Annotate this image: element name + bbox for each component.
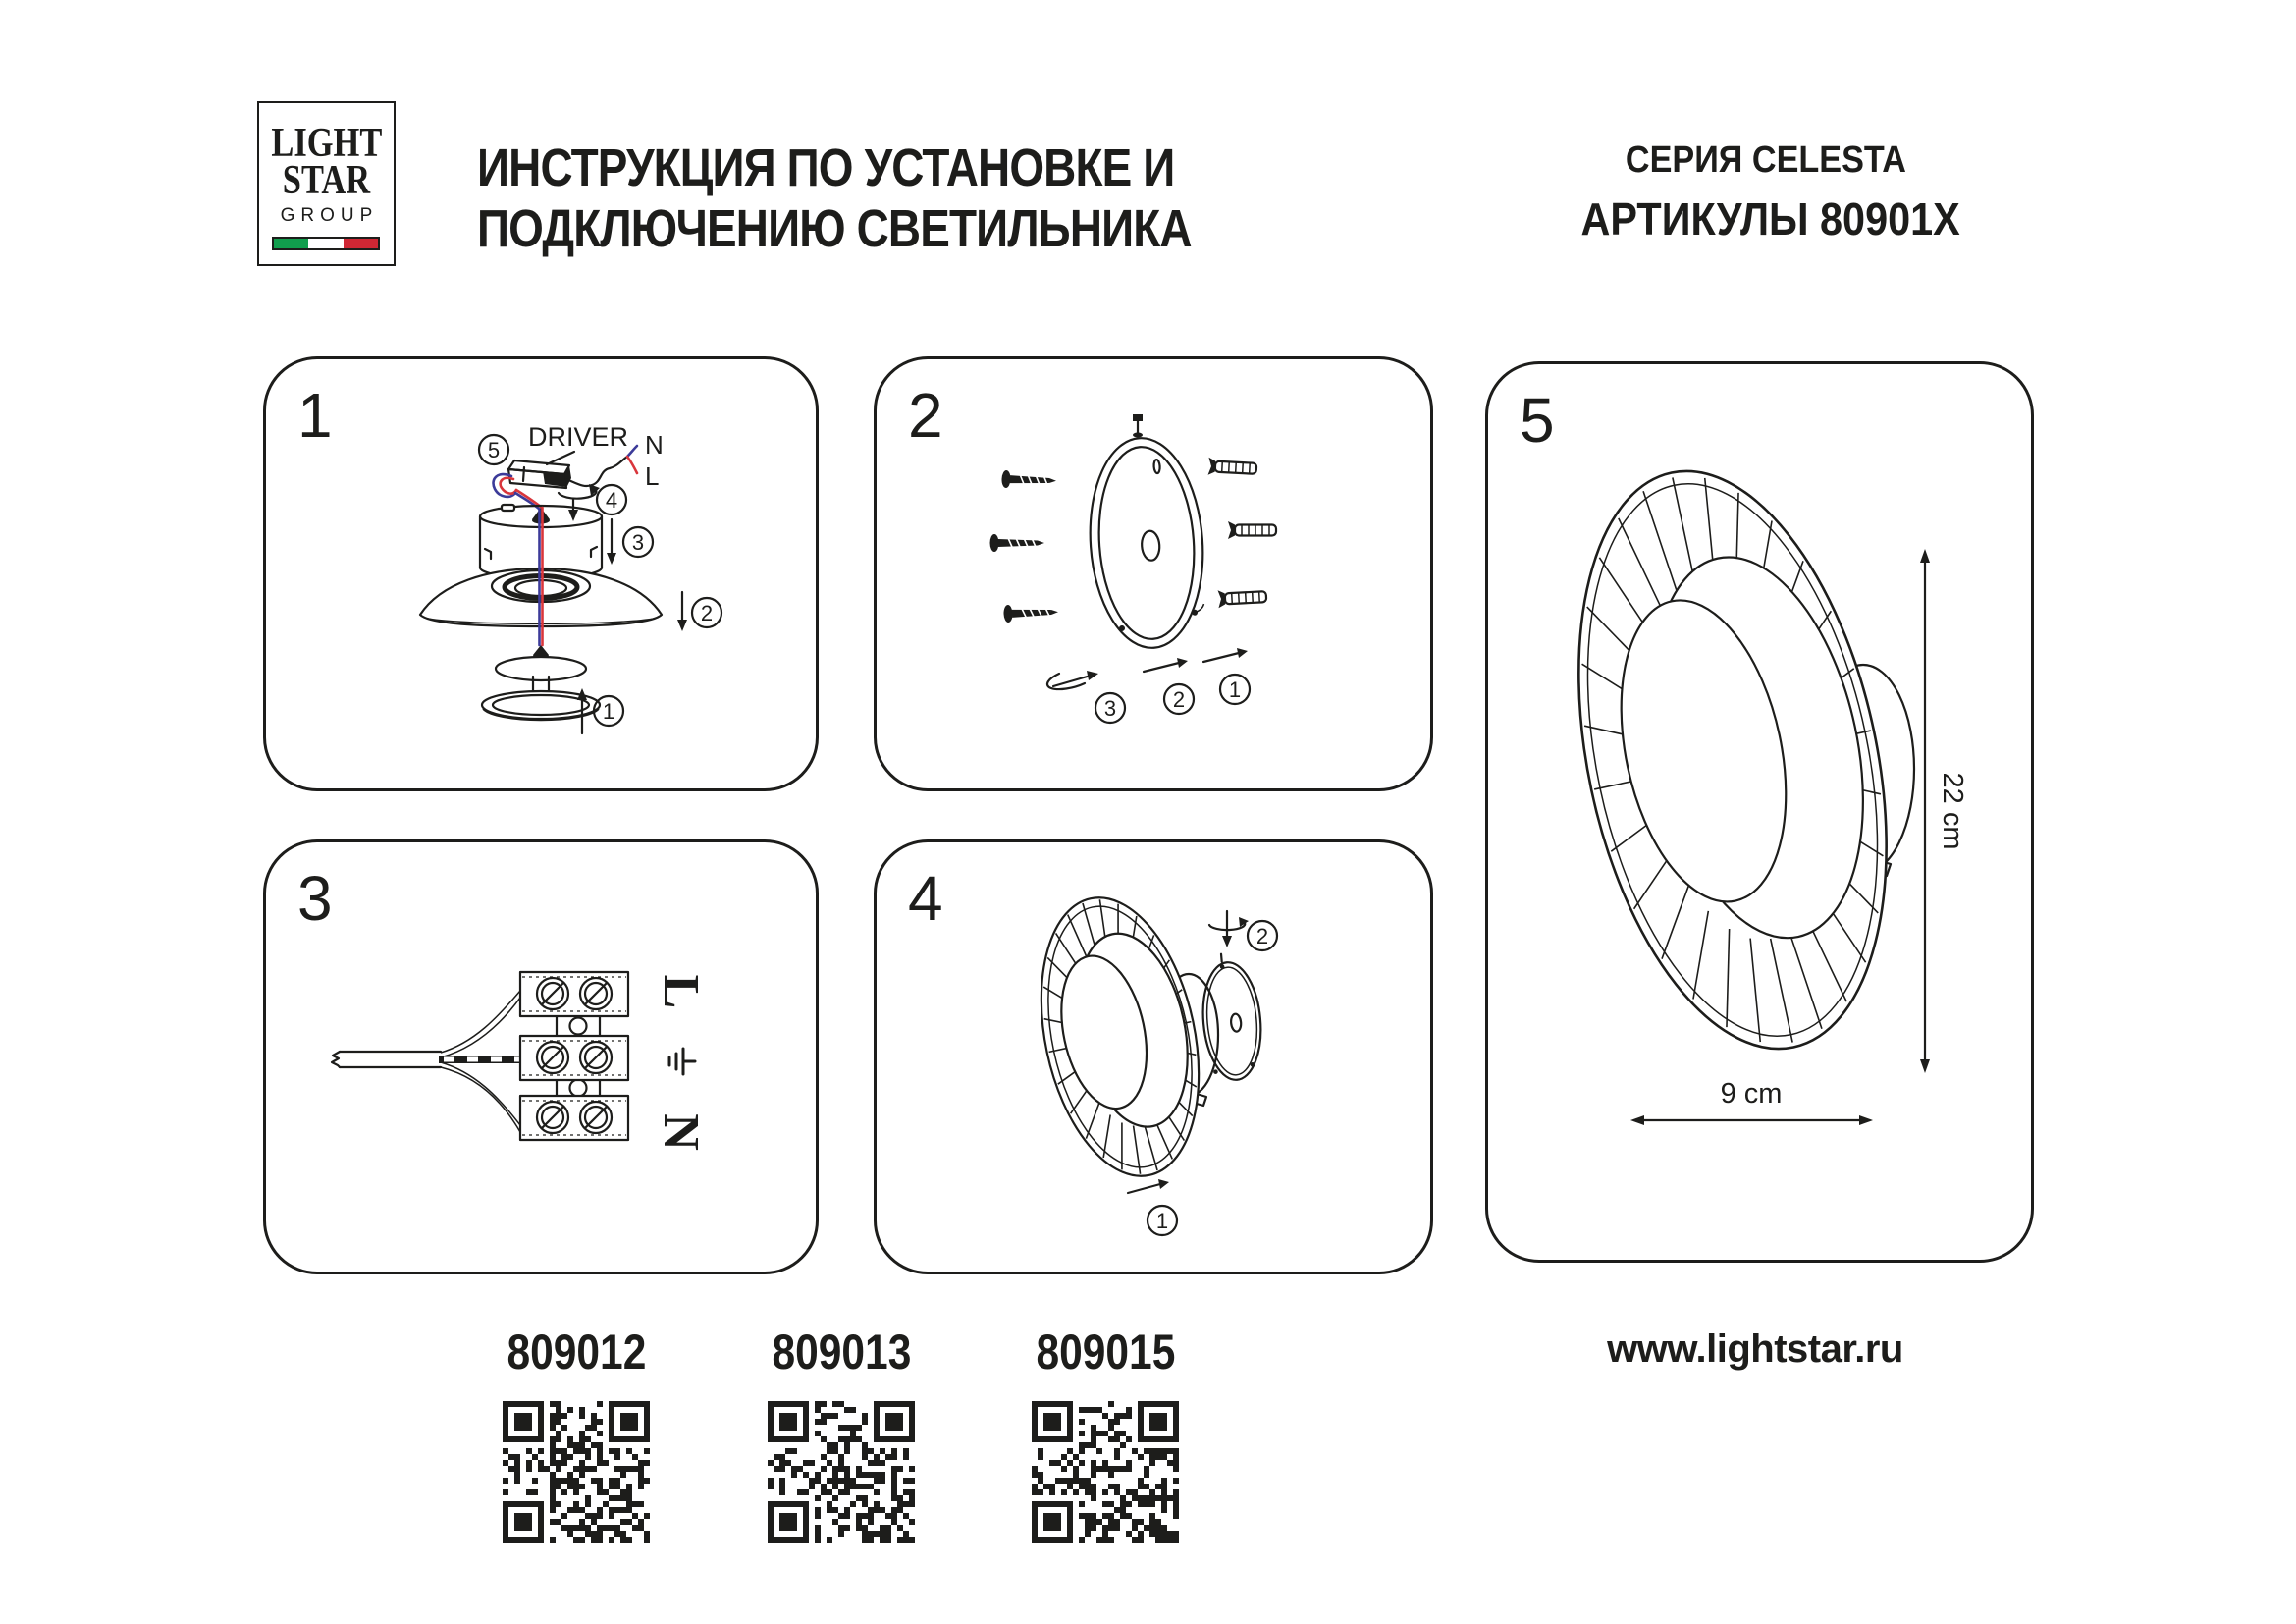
arrow-down-icon: [677, 592, 687, 631]
flag-red-stripe: [344, 239, 378, 248]
step-3-badge: [623, 527, 653, 557]
screw-icon: [1001, 470, 1056, 490]
article-number: 809015: [1036, 1325, 1175, 1380]
svg-text:2: 2: [700, 601, 714, 625]
terminal-n-label: N: [652, 1113, 709, 1151]
title-line-2: ПОДКЛЮЧЕНИЮ СВЕТИЛЬНИКА: [477, 199, 1192, 258]
terminal-l-label: L: [652, 974, 709, 1009]
step-5-badge: [479, 435, 508, 464]
svg-text:1: 1: [602, 699, 615, 724]
step-3-badge: [1095, 693, 1125, 723]
earth-symbol: [669, 1049, 695, 1074]
width-dimension-label: 9 cm: [1720, 1078, 1783, 1110]
svg-text:5: 5: [487, 438, 501, 462]
step-3-diagram: [266, 842, 816, 1272]
article-number: 809013: [772, 1325, 911, 1380]
driver-box: [508, 460, 571, 488]
shade-drawing: [420, 568, 662, 626]
step-panel-1: [263, 356, 819, 791]
svg-text:2: 2: [1255, 924, 1269, 948]
dimensions-diagram: [1488, 364, 2031, 1260]
top-screw-icon: [1133, 414, 1143, 438]
arrow-down-icon: [607, 519, 616, 565]
step-1-diagram: [266, 359, 816, 788]
arrow-right-icon: [1203, 648, 1248, 662]
lamp-shade-drawing: [1530, 443, 1935, 1077]
arrow-right-icon: [1144, 658, 1188, 672]
step-panel-2: [874, 356, 1433, 791]
svg-text:3: 3: [631, 530, 645, 555]
wall-anchor-icon: [1228, 521, 1276, 539]
step-1-badge: [1148, 1206, 1177, 1235]
screw-icon: [990, 534, 1045, 552]
panel-1-number: 1: [297, 380, 333, 451]
qr-code: [768, 1401, 915, 1543]
qr-code: [1032, 1401, 1179, 1543]
height-dimension-label: 22 cm: [1936, 772, 1968, 850]
flag-green-stripe: [274, 239, 308, 248]
width-dimension: [1630, 1115, 1873, 1125]
flag-white-stripe: [308, 239, 343, 248]
wall-anchor-icon: [1218, 588, 1267, 609]
wire-n-label: N: [645, 430, 664, 460]
italian-flag-icon: [272, 237, 380, 250]
panel-2-number: 2: [908, 380, 943, 451]
step-4-badge: [597, 485, 626, 514]
mains-cable: [566, 446, 637, 486]
rotate-icon: [1047, 671, 1098, 689]
page-title: [477, 137, 1317, 259]
step-2-badge: [1248, 921, 1277, 950]
height-dimension: [1920, 549, 1930, 1073]
dimensions-panel: [1485, 361, 2034, 1263]
mounting-plate-drawing: [1084, 434, 1210, 651]
driver-label: DRIVER: [527, 422, 629, 452]
title-line-1: ИНСТРУКЦИЯ ПО УСТАНОВКЕ И: [477, 138, 1175, 197]
panel-4-number: 4: [908, 863, 943, 934]
step-panel-4: [874, 839, 1433, 1274]
svg-text:1: 1: [1155, 1209, 1169, 1233]
step-2-diagram: [877, 359, 1430, 788]
panel-3-number: 3: [297, 863, 333, 934]
logo-word-group: GROUP: [280, 205, 379, 226]
step-panel-3: [263, 839, 819, 1274]
svg-text:4: 4: [605, 488, 618, 513]
step-4-diagram: [877, 842, 1430, 1272]
supply-cable-drawing: [332, 991, 520, 1132]
mounting-ring-drawing: [1198, 951, 1265, 1083]
lightstar-logo: [257, 101, 396, 266]
articles-label: АРТИКУЛЫ 80901X: [1580, 193, 1960, 244]
svg-text:2: 2: [1172, 687, 1186, 712]
rotate-icon: [559, 484, 600, 521]
qr-code: [503, 1401, 650, 1543]
lamp-shade-drawing: [1018, 883, 1223, 1190]
arrow-right-icon: [1128, 1179, 1169, 1193]
logo-word-light: LIGHT: [271, 121, 383, 166]
wall-anchor-icon: [1208, 458, 1257, 478]
wire-l-label: L: [645, 461, 660, 491]
website-url: www.lightstar.ru: [1607, 1327, 1903, 1371]
terminal-block-drawing: [520, 972, 628, 1140]
step-2-badge: [1164, 684, 1194, 714]
svg-text:3: 3: [1103, 696, 1117, 721]
logo-word-star: STAR: [282, 158, 371, 203]
canopy-drawing: [480, 505, 602, 578]
screw-icon: [1003, 603, 1058, 623]
step-2-badge: [692, 598, 721, 627]
driver-wires: [494, 474, 542, 510]
step-1-badge: [594, 696, 623, 726]
panel-5-number: 5: [1520, 385, 1555, 456]
series-label: СЕРИЯ CELESTA: [1625, 139, 1907, 181]
rotate-icon: [1209, 911, 1249, 947]
step-1-badge: [1220, 675, 1250, 704]
article-number: 809012: [507, 1325, 646, 1380]
svg-text:1: 1: [1228, 677, 1242, 702]
